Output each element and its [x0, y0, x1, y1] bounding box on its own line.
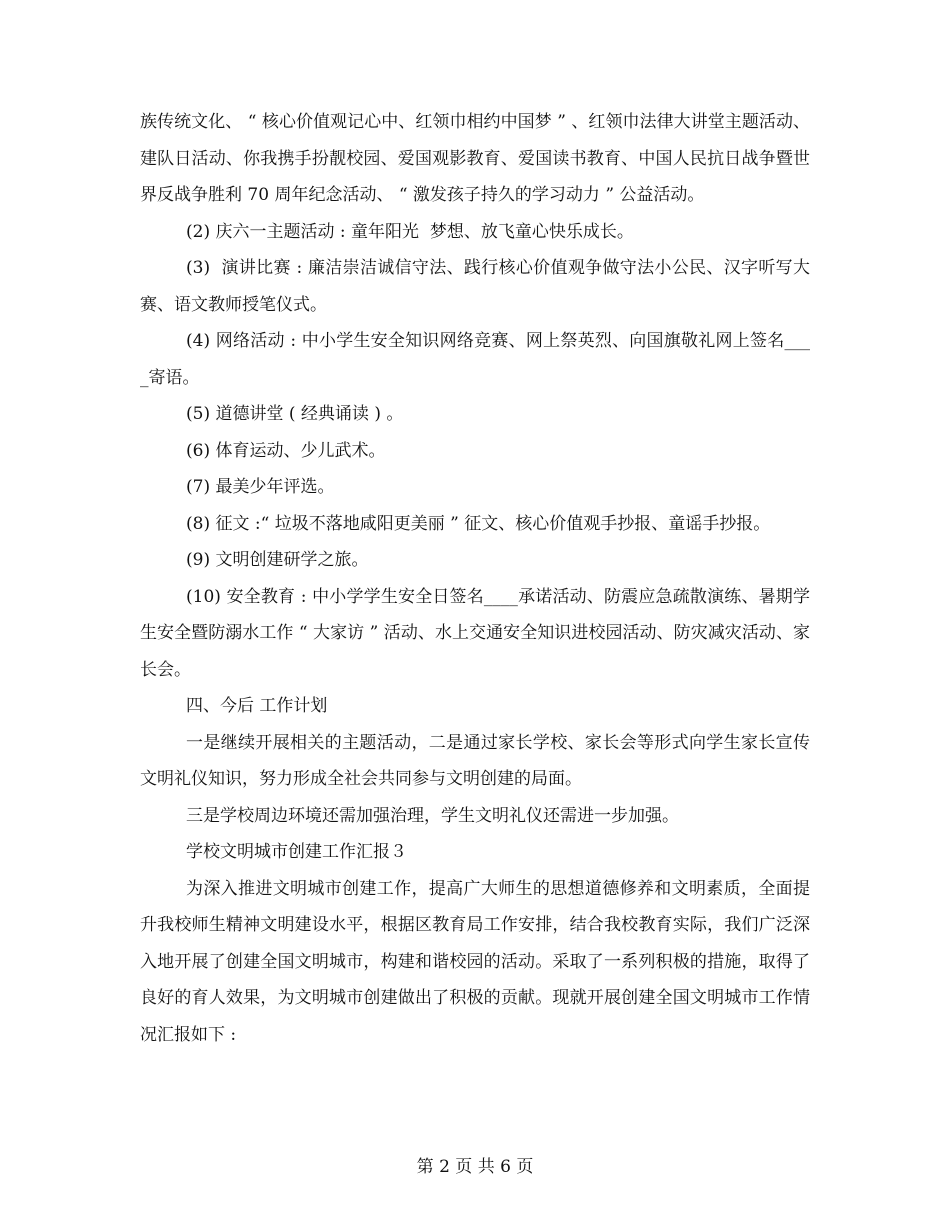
paragraph: 学校文明城市创建工作汇报３: [186, 842, 407, 862]
paragraph: 为深入推进文明城市创建工作，提高广大师生的思想道德修养和文明素质，全面提升我校师生精神文明建设水平，根据区教育局工作安排，结合我校教育实际，我们广泛深入地开展了创建全国文明城市，构建和谐校园的活动。采取了一系列积极的措施，取得了良好的育人效果，为文明城市创建做出了积极的贡献。现就开展创建全国文明城市工作情况汇报如下 :: [140, 878, 810, 1045]
paragraph: (10) 安全教育 : 中小学学生安全日签名____承诺活动、防震应急疏散演练、暑期学生安全暨防溺水工作 “ 大家访 ” 活动、水上交通安全知识进校园活动、防灾减灾活动、家长会。: [140, 586, 810, 680]
paragraph: 四、今后 工作计划: [186, 696, 328, 716]
paragraph: (2) 庆六一主题活动 : 童年阳光 梦想、放飞童心快乐成长。: [186, 221, 634, 242]
paragraph: 一是继续开展相关的主题活动，二是通过家长学校、家长会等形式向学生家长宣传文明礼仪知识，努力形成全社会共同参与文明创建的局面。: [140, 732, 810, 789]
paragraph: 族传统文化、 “ 核心价值观记心中、红领巾相约中国梦 ” 、红领巾法律大讲堂主题活动、建队日活动、你我携手扮靓校园、爱国观影教育、爱国读书教育、中国人民抗日战争暨世界反战争胜利 70 周年纪念活动、 “ 激发孩子持久的学习动力 ” 公益活动。: [140, 112, 810, 205]
paragraph: (6) 体育运动、少儿武术。: [186, 440, 386, 461]
document-body: [140, 104, 810, 1053]
paragraph: (5) 道德讲堂 ( 经典诵读 ) 。: [186, 404, 404, 424]
page-footer: 第 2 页 共 6 页: [416, 1157, 534, 1177]
paragraph: (3) 演讲比赛 : 廉洁崇洁诚信守法、践行核心价值观争做守法小公民、汉字听写大赛、语文教师授笔仪式。: [140, 258, 810, 315]
paragraph: 三是学校周边环境还需加强治理，学生文明礼仪还需进一步加强。: [186, 805, 679, 826]
paragraph: (9) 文明创建研学之旅。: [186, 550, 369, 570]
paragraph: (7) 最美少年评选。: [186, 477, 335, 497]
paragraph: (4) 网络活动 : 中小学生安全知识网络竞赛、网上祭英烈、向国旗敬礼网上签名____寄语。: [140, 331, 810, 388]
paragraph: (8) 征文 :“ 垃圾不落地咸阳更美丽 ” 征文、核心价值观手抄报、童谣手抄报。: [186, 513, 771, 534]
